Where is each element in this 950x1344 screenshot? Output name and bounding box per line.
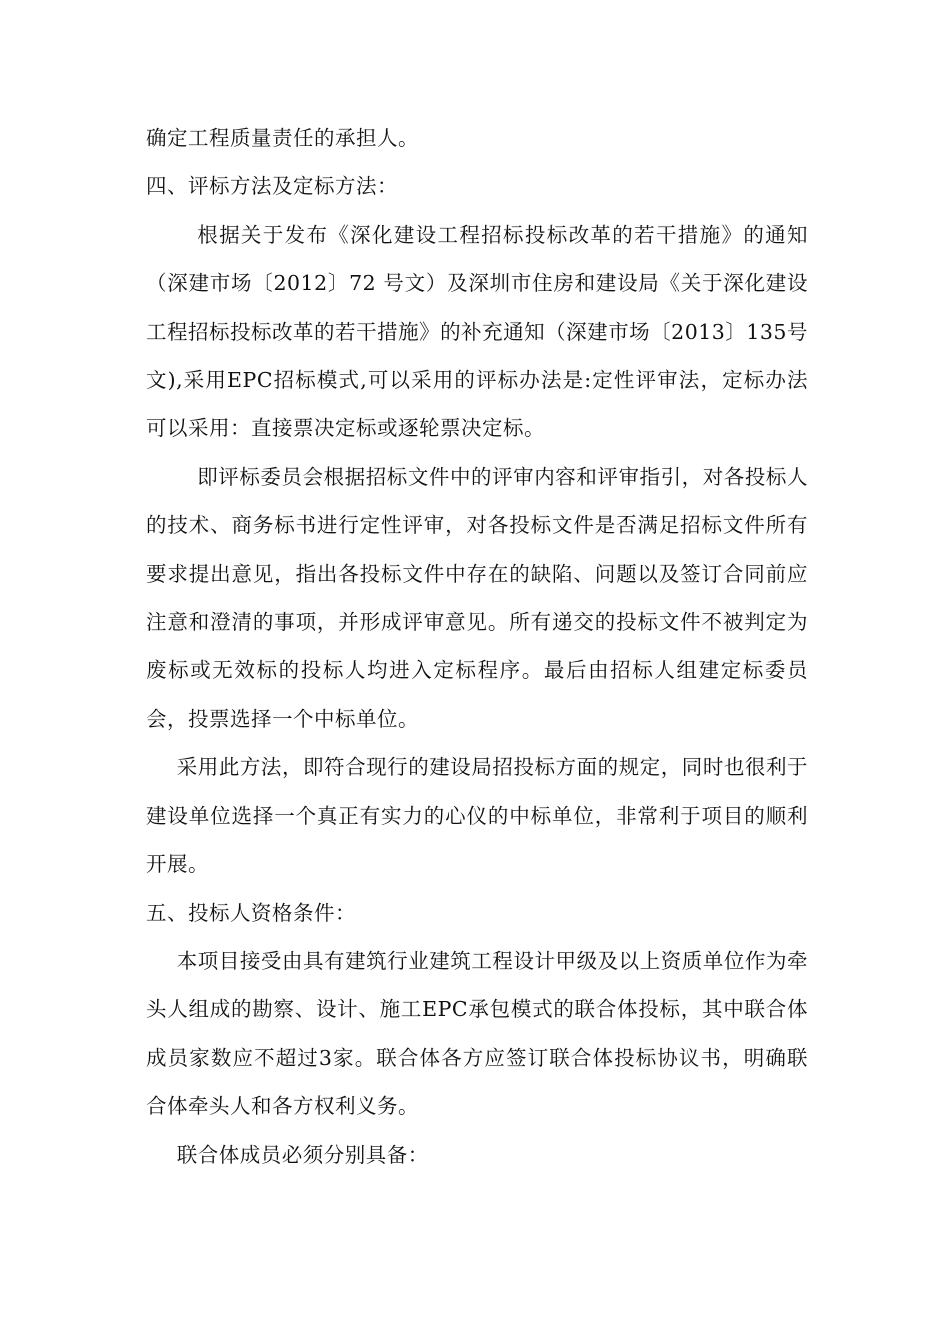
document-body: [146, 114, 808, 1179]
paragraph-evaluation-basis: 根据关于发布《深化建设工程招标投标改革的若干措施》的通知（深建市场〔2012〕72 号文）及深圳市住房和建设局《关于深化建设工程招标投标改革的若干措施》的补充通知（深建市场〔2013〕135号文),采用EPC招标模式,可以采用的评标办法是:定性评审法，定标办法可以采用：直接票决定标或逐轮票决定标。: [146, 222, 808, 441]
section-heading-4: 四、评标方法及定标方法：: [146, 174, 398, 199]
paragraph-evaluation-process: 即评标委员会根据招标文件中的评审内容和评审指引，对各投标人的技术、商务标书进行定性评审，对各投标文件是否满足招标文件所有要求提出意见，指出各投标文件中存在的缺陷、问题以及签订合同前应注意和澄清的事项，并形成评审意见。所有递交的投标文件不被判定为废标或无效标的投标人均进入定标程序。最后由招标人组建定标委员会，投票选择一个中标单位。: [146, 464, 808, 731]
paragraph-continuation: 确定工程质量责任的承担人。: [146, 126, 419, 150]
paragraph-consortium-requirements: 本项目接受由具有建筑行业建筑工程设计甲级及以上资质单位作为牵头人组成的勘察、设计、施工EPC承包模式的联合体投标，其中联合体成员家数应不超过3家。联合体各方应签订联合体投标协议书，明确联合体牵头人和各方权利义务。: [146, 948, 808, 1119]
paragraph-method-benefit: 采用此方法，即符合现行的建设局招投标方面的规定，同时也很利于建设单位选择一个真正有实力的心仪的中标单位，非常利于项目的顺利开展。: [146, 755, 808, 877]
section-heading-5: 五、投标人资格条件：: [146, 900, 356, 925]
paragraph-consortium-members: 联合体成员必须分别具备：: [176, 1142, 429, 1167]
